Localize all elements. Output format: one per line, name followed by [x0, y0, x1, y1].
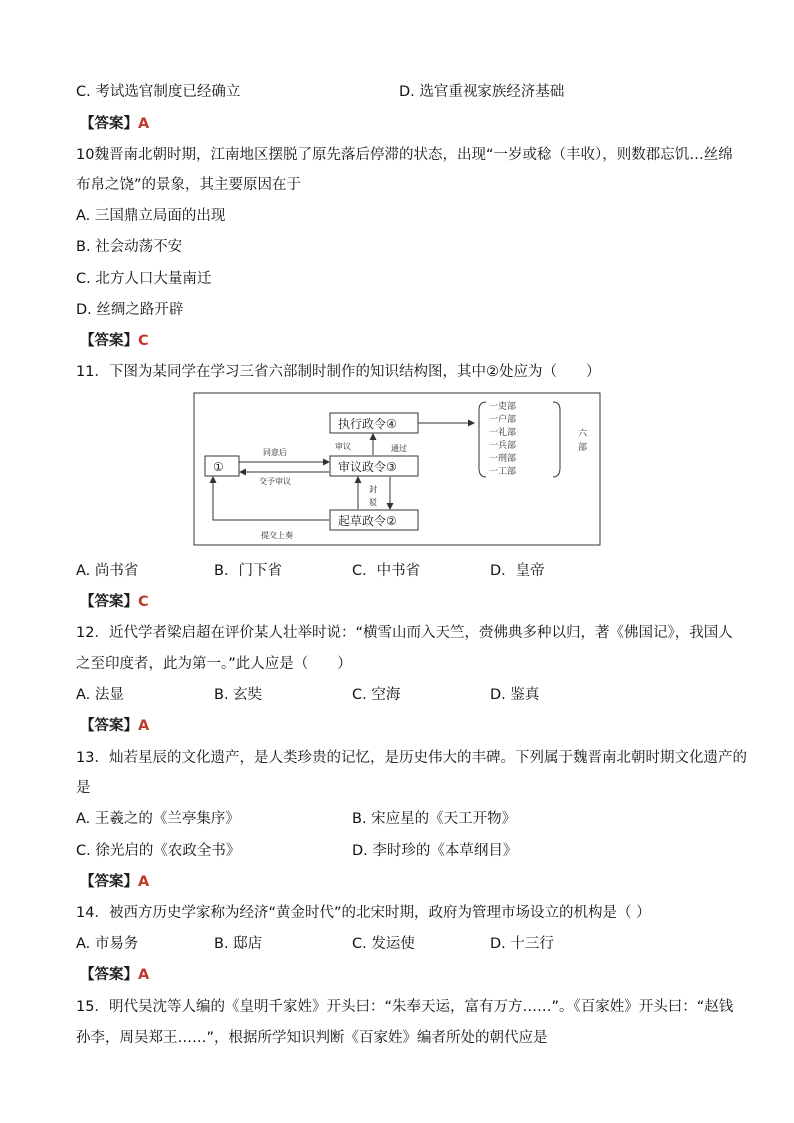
ministry-2: 一礼部 [489, 428, 517, 438]
q10-answer [80, 331, 149, 351]
label-submit: 提交上奏 [261, 531, 293, 540]
q10-stem-line1: 10魏晋南北朝时期，江南地区摆脱了原先落后停滞的状态，出现“一岁或稔（丰收），则数郡忘饥…丝绵 [76, 147, 733, 163]
label-feng: 封 [369, 485, 377, 494]
box-draft-label: 起草政令② [338, 514, 397, 528]
q9-option-d: D. 选官重视家族经济基础 [399, 84, 565, 100]
answer-value: A [138, 116, 150, 132]
q12-option-b: B. 玄奘 [214, 687, 263, 703]
q9-option-c: C. 考试选官制度已经确立 [76, 84, 241, 100]
three-departments-diagram [193, 392, 603, 547]
q12-option-d: D. 鉴真 [490, 687, 540, 703]
answer-value: C [138, 594, 149, 610]
q10-stem-line2: 布帛之饶”的景象，其主要原因在于 [76, 177, 302, 193]
q10-option-d: D. 丝绸之路开辟 [76, 302, 184, 318]
answer-value: A [138, 967, 150, 983]
q13-stem-line2: 是 [76, 780, 91, 796]
q13-stem-line1: 13．灿若星辰的文化遗产，是人类珍贵的记忆，是历史伟大的丰碑。下列属于魏晋南北朝时期文化遗产的 [76, 750, 747, 766]
q14-option-d: D. 十三行 [490, 936, 554, 952]
label-agree: 同意后 [263, 448, 287, 457]
q13-option-b: B. 宋应星的《天工开物》 [352, 811, 517, 827]
q12-stem-line2: 之至印度者，此为第一。”此人应是（ ） [76, 656, 352, 672]
q14-option-b: B. 邸店 [214, 936, 263, 952]
label-pass: 通过 [391, 444, 407, 453]
q10-option-b: B. 社会动荡不安 [76, 239, 183, 255]
answer-label: 【答案】 [80, 333, 138, 349]
answer-label: 【答案】 [80, 116, 138, 132]
label-review: 审议 [335, 442, 351, 451]
q11-answer [80, 592, 149, 612]
label-bo: 驳 [369, 498, 377, 507]
answer-label: 【答案】 [80, 594, 138, 610]
q13-option-c: C. 徐光启的《农政全书》 [76, 843, 241, 859]
answer-label: 【答案】 [80, 874, 138, 890]
q14-option-c: C. 发运使 [352, 936, 415, 952]
ministry-1: 一户部 [489, 415, 517, 425]
q15-stem-line2: 孙李，周吴郑王……”，根据所学知识判断《百家姓》编者所处的朝代应是 [76, 1030, 548, 1046]
q11-stem-line1: 11．下图为某同学在学习三省六部制时制作的知识结构图，其中②处应为（ ） [76, 364, 601, 380]
box-execute-label: 执行政令④ [338, 417, 397, 431]
ministry-3: 一兵部 [489, 441, 517, 451]
q14-answer [80, 965, 149, 985]
answer-label: 【答案】 [80, 718, 138, 734]
label-liu: 六 [578, 429, 588, 439]
q10-option-a: A. 三国鼎立局面的出现 [76, 208, 226, 224]
q13-answer [80, 872, 149, 892]
box-emperor-label: ① [213, 460, 224, 474]
q12-option-a: A. 法显 [76, 687, 124, 703]
ministry-0: 一吏部 [489, 402, 517, 412]
q10-option-c: C. 北方人口大量南迁 [76, 271, 212, 287]
q14-option-a: A. 市易务 [76, 936, 139, 952]
ministry-5: 一工部 [489, 467, 517, 477]
answer-value: A [138, 718, 150, 734]
q11-option-a: A. 尚书省 [76, 563, 139, 579]
answer-value: A [138, 874, 150, 890]
q12-stem-line1: 12．近代学者梁启超在评价某人壮举时说：“横雪山而入天竺，赍佛典多种以归，著《佛国记》，我国人 [76, 625, 733, 641]
q11-option-c: C．中书省 [352, 563, 421, 579]
q13-option-d: D. 李时珍的《本草纲目》 [352, 843, 518, 859]
answer-label: 【答案】 [80, 967, 138, 983]
q14-stem-line1: 14．被西方历史学家称为经济“黄金时代”的北宋时期，政府为管理市场设立的机构是（ ） [76, 905, 651, 921]
label-bu: 部 [578, 443, 588, 453]
label-submit-review: 交予审议 [259, 477, 291, 486]
q9-answer [80, 114, 149, 134]
q11-option-b: B．门下省 [214, 563, 282, 579]
q13-option-a: A. 王羲之的《兰亭集序》 [76, 811, 240, 827]
ministry-4: 一刑部 [489, 454, 517, 464]
q12-option-c: C. 空海 [352, 687, 401, 703]
box-review-label: 审议政令③ [338, 460, 397, 474]
q11-option-d: D．皇帝 [490, 563, 545, 579]
q12-answer [80, 716, 149, 736]
q15-stem-line1: 15．明代吴沈等人编的《皇明千家姓》开头曰：“朱奉天运，富有万方……”。《百家姓》开头曰：“赵钱 [76, 999, 734, 1015]
answer-value: C [138, 333, 149, 349]
